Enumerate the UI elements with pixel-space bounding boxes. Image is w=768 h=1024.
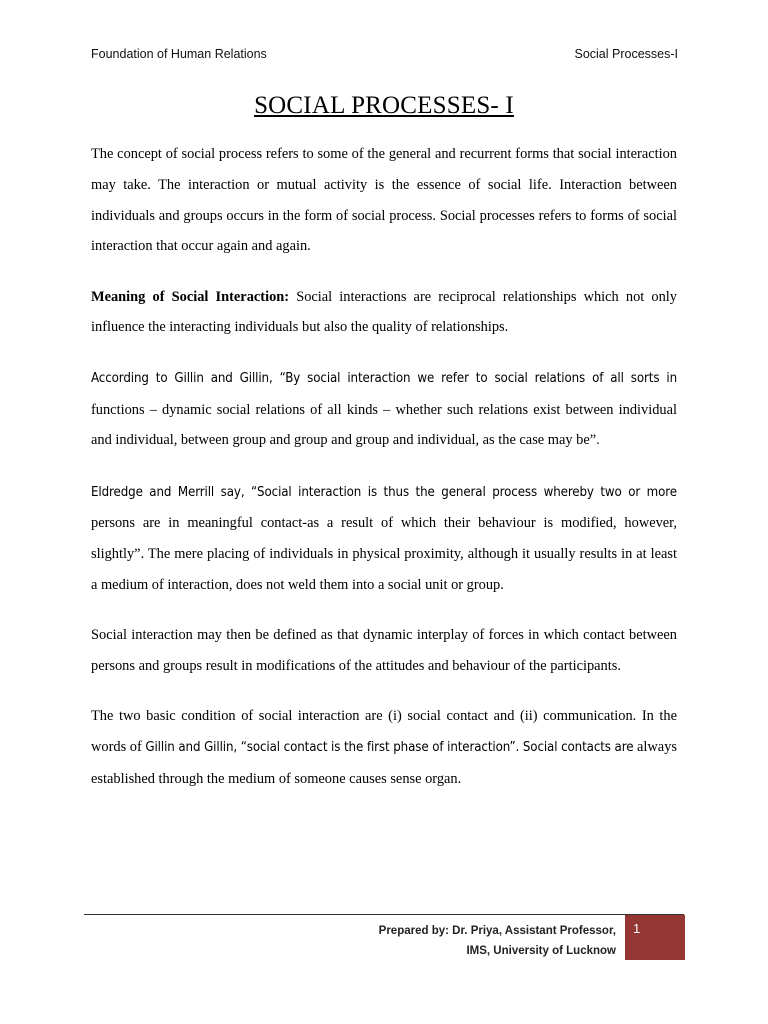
paragraph-5: Social interaction may then be defined as that dynamic interplay of forces in which contact between persons and groups result in modifications of the attitudes and behaviour of the participants. bbox=[91, 627, 677, 675]
paragraph-3-text: functions – dynamic social relations of all kinds – whether such relations exist between individual and individual, between group and group and group and individual, as the case may be” bbox=[91, 401, 677, 449]
footer-rule bbox=[84, 914, 684, 915]
header-left: Foundation of Human Relations bbox=[91, 47, 267, 61]
paragraph-4-quote-start: Eldredge and Merrill say, “Social interaction is thus the general process whereby two or more bbox=[91, 484, 677, 500]
paragraph-1: The concept of social process refers to some of the general and recurrent forms that social interaction may take. The interaction or mutual activity is the essence of social life. Interaction between individuals and groups occurs in the form of social process. Social processes refers to forms of social interaction that occur again and again. bbox=[91, 146, 677, 255]
paragraph-6-text: The two basic condition of social interaction are (i) social contact and (ii) communication. In the words of bbox=[91, 708, 677, 756]
page-number: 1 bbox=[633, 921, 641, 936]
paragraph-4-text: persons are in meaningful contact-as a result of which their behaviour is modified, however, slightly”. The mere placing of individuals in physical proximity, although it usually results in at least a medium of interaction, does not weld them into a social unit or group. bbox=[91, 515, 677, 594]
paragraph-2-label: Meaning of Social Interaction: bbox=[91, 288, 290, 305]
paragraph-6 bbox=[91, 701, 677, 794]
paragraph-6-end: always established through the medium of someone causes sense organ. bbox=[91, 739, 677, 788]
paragraph-3-end: . bbox=[596, 433, 600, 449]
page-number-box bbox=[625, 915, 685, 960]
footer-prepared-line-2: IMS, University of Lucknow bbox=[466, 945, 616, 957]
paragraph-4 bbox=[91, 477, 677, 601]
paragraph-3 bbox=[91, 363, 677, 457]
paragraph-6-quote: Gillin and Gillin, “social contact is the first phase of interaction”. Social contacts are bbox=[145, 740, 634, 756]
paragraph-2-text: Social interactions are reciprocal relationships which not only influence the interacting individuals but also the quality of relationships. bbox=[91, 288, 677, 336]
footer-prepared-by bbox=[379, 921, 616, 961]
paragraph-3-quote-start: According to Gillin and Gillin, “By social interaction we refer to social relations of all sorts in bbox=[91, 370, 677, 386]
paragraph-2 bbox=[91, 282, 677, 344]
page-title: SOCIAL PROCESSES- I bbox=[254, 92, 514, 119]
document-body bbox=[91, 139, 677, 814]
header-right: Social Processes-I bbox=[574, 47, 678, 61]
footer-prepared-line-1: Prepared by: Dr. Priya, Assistant Professor, bbox=[378, 925, 616, 937]
